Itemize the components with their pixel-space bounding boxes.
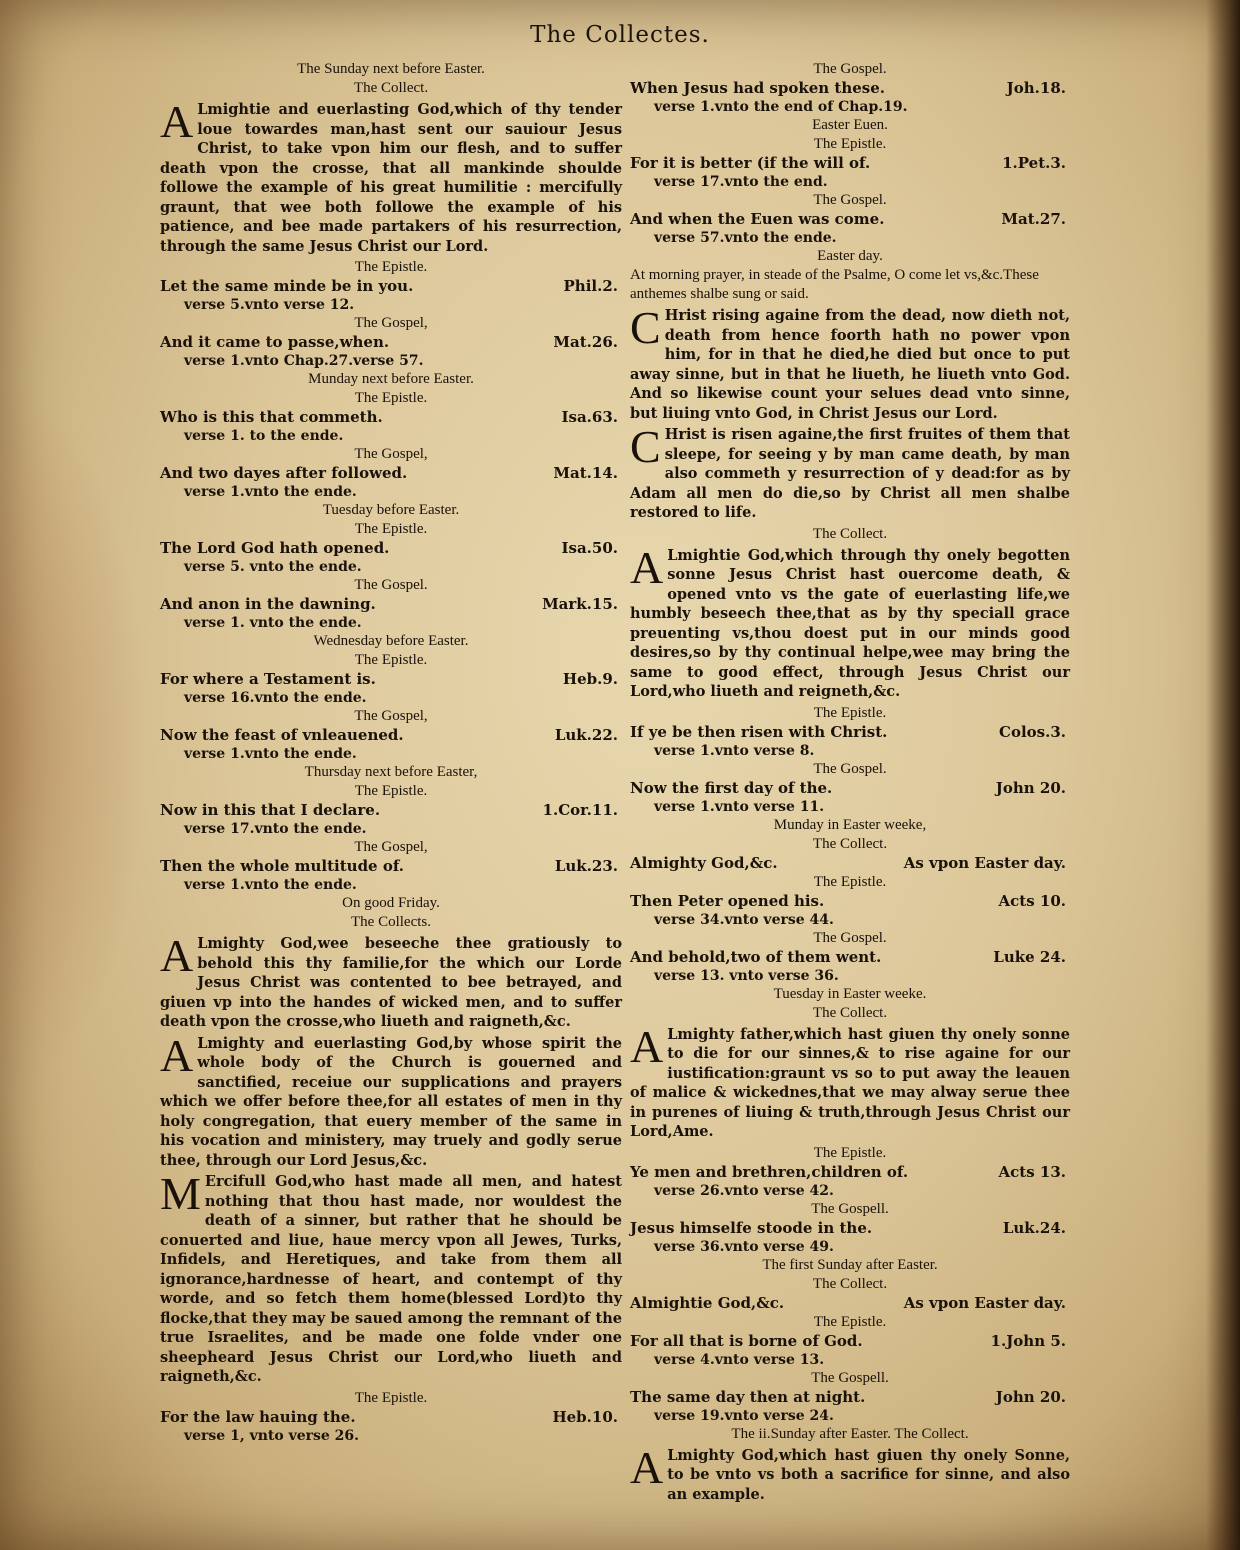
- section-heading: Easter day.: [817, 248, 883, 264]
- section-heading: The Epistle.: [354, 652, 428, 668]
- scripture-citation: Luke 24.: [993, 947, 1066, 966]
- reading-incipit: And two dayes after followed.: [160, 464, 408, 482]
- section-heading: The Epistle.: [813, 873, 887, 890]
- collect-paragraph: [160, 1168, 622, 1387]
- scripture-citation: 1.Cor.11.: [542, 801, 618, 819]
- reading-incipit: When Jesus had spoken these.: [630, 79, 886, 97]
- verse-range: verse 17.vnto the end.: [654, 174, 828, 190]
- reading-row: [160, 670, 622, 689]
- collect-paragraph: [630, 541, 1070, 702]
- drop-capital: A: [160, 96, 194, 147]
- verse-range: verse 1.vnto the ende.: [184, 746, 357, 762]
- drop-capital: C: [630, 421, 661, 472]
- scripture-citation: Mark.15.: [542, 595, 618, 613]
- reading-incipit: Who is this that commeth.: [160, 408, 383, 426]
- section-heading: The Collect.: [812, 1275, 888, 1292]
- section-heading: The first Sunday after Easter.: [762, 1256, 938, 1273]
- drop-capital: A: [630, 1020, 664, 1072]
- right-column: [630, 60, 1070, 1506]
- rubric-note: At morning prayer, in steade of the Psalme, O come let vs,&c.These anthemes shalbe sung or said.: [630, 267, 1039, 302]
- reading-incipit: If ye be then risen with Christ.: [630, 722, 888, 741]
- verse-range: verse 19.vnto verse 24.: [654, 1407, 834, 1424]
- scripture-citation: 1.Pet.3.: [1002, 154, 1066, 172]
- reading-incipit: And anon in the dawning.: [160, 595, 376, 613]
- section-heading: Thursday next before Easter,: [304, 764, 478, 780]
- reading-incipit: Jesus himselfe stoode in the.: [630, 1218, 873, 1237]
- reading-row: [630, 1294, 1070, 1313]
- reading-incipit: Almighty God,&c.: [630, 853, 778, 872]
- reading-incipit: For where a Testament is.: [160, 670, 376, 688]
- drop-capital: M: [160, 1168, 201, 1219]
- scripture-citation: Isa.50.: [561, 539, 618, 557]
- reading-row: [160, 595, 622, 614]
- reading-row: [630, 210, 1070, 229]
- collect-text: Lmighty God,which hast giuen thy onely Sonne, to be vnto vs both a sacrifice for sinne, and also an example.: [667, 1446, 1070, 1503]
- scripture-citation: John 20.: [995, 1387, 1066, 1406]
- reading-incipit: For all that is borne of God.: [630, 1331, 863, 1350]
- section-heading: The Epistle.: [813, 704, 887, 721]
- section-heading: The Gospel.: [813, 760, 887, 777]
- verse-range: verse 57.vnto the ende.: [654, 230, 837, 246]
- section-heading: The Sunday next before Easter.: [297, 61, 485, 77]
- verse-range: verse 1. vnto the ende.: [184, 615, 362, 631]
- reading-row: [630, 948, 1070, 967]
- reading-row: [630, 1332, 1070, 1351]
- reading-row: [630, 1388, 1070, 1407]
- running-head: The Collectes.: [530, 22, 710, 48]
- collect-paragraph: [160, 1029, 622, 1171]
- collect-text: Ercifull God,who hast made all men, and hatest nothing that thou hast made, nor wouldest the death of a sinner, but rather that he should be conuerted and liue, haue mercy vpon all Jewes, Turks, Infidels, and Heretiques, and take from them all ignorance,hardnesse of heart, and contempt of thy worde, and so fetch them home(blessed Lord)to thy flocke,that they may be saued among the remnant of the true Israelites, and be made one folde vnder one sheepheard Jesus Christ our Lord,who liueth and raigneth,&c.: [160, 1173, 622, 1385]
- collect-text: Lmighty God,wee beseeche thee gratiously to behold this thy familie,for the which our Lorde Jesus Christ was contented to bee betrayed, and giuen vp into the handes of wicked men, and to suffer death vpon the crosse,who liueth and raigneth,&c.: [160, 935, 622, 1030]
- reading-incipit: And it came to passe,when.: [160, 333, 390, 351]
- reading-incipit: And when the Euen was come.: [630, 210, 885, 228]
- reading-row: [160, 1408, 622, 1427]
- verse-range: verse 1.vnto the end of Chap.19.: [654, 99, 908, 115]
- reading-incipit: The same day then at night.: [630, 1387, 866, 1406]
- reading-row: [160, 539, 622, 558]
- reading-row: [630, 854, 1070, 873]
- collect-paragraph: [160, 930, 622, 1032]
- section-heading: Tuesday in Easter weeke.: [773, 985, 927, 1002]
- drop-capital: A: [630, 1441, 664, 1493]
- section-heading: The Gospel,: [354, 315, 428, 331]
- reading-row: [630, 779, 1070, 798]
- collect-text: Lmighty father,which hast giuen thy onely sonne to die for our sinnes,& to rise againe for our iustification:graunt vs so to put away the leauen of malice & wickednes,that we may alway serue thee in purenes of liuing & truth,through Jesus Christ our Lord,Ame.: [630, 1025, 1070, 1140]
- section-heading: The Epistle.: [813, 1313, 887, 1330]
- collect-paragraph: [630, 302, 1070, 423]
- scripture-citation: Mat.14.: [553, 464, 618, 482]
- verse-range: verse 1. to the ende.: [184, 428, 344, 444]
- section-heading: The Gospel,: [354, 839, 428, 855]
- reading-incipit: Now the feast of vnleauened.: [160, 726, 404, 744]
- collect-paragraph: [630, 421, 1070, 523]
- reading-incipit: For it is better (if the will of.: [630, 154, 871, 172]
- collect-paragraph: [630, 1441, 1070, 1505]
- reading-incipit: The Lord God hath opened.: [160, 539, 390, 557]
- verse-range: verse 13. vnto verse 36.: [654, 967, 839, 984]
- reading-row: [630, 154, 1070, 173]
- reading-row: [630, 1219, 1070, 1238]
- reading-row: [630, 892, 1070, 911]
- section-heading: The ii.Sunday after Easter. The Collect.: [731, 1425, 969, 1442]
- reading-incipit: For the law hauing the.: [160, 1407, 356, 1426]
- section-heading: The Epistle.: [354, 1389, 428, 1406]
- scripture-citation: Phil.2.: [563, 277, 618, 295]
- section-heading: The Gospel.: [813, 192, 887, 208]
- reading-incipit: Then the whole multitude of.: [160, 857, 404, 875]
- section-heading: The Gospell.: [811, 1200, 889, 1217]
- reading-row: [160, 726, 622, 745]
- verse-range: verse 5.vnto verse 12.: [184, 297, 355, 313]
- section-heading: Munday next before Easter.: [308, 371, 474, 387]
- scripture-citation: Luk.22.: [554, 726, 618, 744]
- collect-text: Lmighty and euerlasting God,by whose spirit the whole body of the Church is gouerned and sanctified, receiue our supplications and prayers which we offer before thee,for all estates of men in thy holy congregation, that euery member of the same in his vocation and ministery, may truely and godly serue thee, through our Lord Jesus,&c.: [160, 1034, 622, 1169]
- scripture-citation: Acts 10.: [998, 891, 1066, 910]
- verse-range: verse 16.vnto the ende.: [184, 690, 367, 706]
- verse-range: verse 26.vnto verse 42.: [654, 1182, 834, 1199]
- verse-range: verse 36.vnto verse 49.: [654, 1238, 834, 1255]
- verse-range: verse 1.vnto the ende.: [184, 877, 357, 893]
- section-heading: On good Friday.: [342, 895, 440, 911]
- section-heading: The Collect.: [812, 525, 888, 542]
- section-heading: The Gospel.: [813, 929, 887, 946]
- section-heading: The Epistle.: [354, 783, 428, 799]
- scripture-citation: As vpon Easter day.: [903, 1293, 1066, 1312]
- drop-capital: A: [160, 930, 194, 981]
- scripture-citation: Mat.27.: [1001, 210, 1066, 228]
- scripture-citation: Joh.18.: [1006, 79, 1066, 97]
- scripture-citation: 1.John 5.: [990, 1331, 1066, 1350]
- left-column: [160, 60, 622, 1445]
- section-heading: The Collects.: [351, 914, 431, 930]
- section-heading: The Epistle.: [354, 390, 428, 406]
- reading-incipit: Now the first day of the.: [630, 778, 833, 797]
- section-heading: The Collect.: [812, 835, 888, 852]
- section-heading: The Gospel,: [354, 708, 428, 724]
- reading-incipit: And behold,two of them went.: [630, 947, 882, 966]
- section-heading: Easter Euen.: [812, 117, 888, 133]
- reading-row: [160, 801, 622, 820]
- section-heading: The Collect.: [812, 1004, 888, 1021]
- verse-range: verse 1.vnto Chap.27.verse 57.: [184, 353, 424, 369]
- reading-row: [160, 408, 622, 427]
- collect-text: Hrist is risen againe,the first fruites of them that sleepe, for seeing y by man came death, by man also commeth y resurrection of y dead:for as by Adam all men do die,so by Christ all men shalbe restored to life.: [630, 426, 1070, 521]
- reading-row: [160, 464, 622, 483]
- section-heading: The Epistle.: [354, 521, 428, 537]
- reading-incipit: Ye men and brethren,children of.: [630, 1162, 909, 1181]
- book-spine-shadow: [1206, 0, 1240, 1550]
- reading-incipit: Then Peter opened his.: [630, 891, 825, 910]
- verse-range: verse 34.vnto verse 44.: [654, 911, 834, 928]
- verse-range: verse 1, vnto verse 26.: [184, 1427, 359, 1444]
- scripture-citation: John 20.: [995, 778, 1066, 797]
- scripture-citation: Luk.24.: [1002, 1218, 1066, 1237]
- section-heading: The Epistle.: [813, 1144, 887, 1161]
- verse-range: verse 1.vnto verse 11.: [654, 798, 825, 815]
- section-heading: The Gospel.: [813, 61, 887, 77]
- verse-range: verse 5. vnto the ende.: [184, 559, 362, 575]
- scripture-citation: Colos.3.: [999, 722, 1066, 741]
- verse-range: verse 17.vnto the ende.: [184, 821, 367, 837]
- collect-paragraph: [160, 96, 622, 256]
- reading-row: [160, 333, 622, 352]
- section-heading: Tuesday before Easter.: [322, 502, 460, 518]
- verse-range: verse 1.vnto verse 8.: [654, 742, 815, 759]
- collect-text: Lmightie and euerlasting God,which of thy tender loue towardes man,hast sent our sauiour Jesus Christ, to take vpon him our flesh, and to suffer death vpon the crosse, that all mankinde shoulde followe the example of his great humilitie : mercifully graunt, that wee both followe the example of his patience, and bee made partakers of his resurrection, through the same Jesus Christ our Lord.: [160, 101, 622, 255]
- scripture-citation: Acts 13.: [998, 1162, 1066, 1181]
- verse-range: verse 1.vnto the ende.: [184, 484, 357, 500]
- section-heading: The Gospel.: [354, 577, 428, 593]
- drop-capital: A: [630, 541, 664, 593]
- reading-row: [630, 1163, 1070, 1182]
- scripture-citation: Mat.26.: [553, 333, 618, 351]
- drop-capital: A: [160, 1029, 194, 1081]
- section-heading: Wednesday before Easter.: [313, 633, 469, 649]
- page-stain: [0, 380, 150, 1100]
- collect-text: Lmightie God,which through thy onely begotten sonne Jesus Christ hast ouercome death, & opened vnto vs the gate of euerlasting life,we humbly beseech thee,that as by thy speciall grace preuenting vs,thou doest put in our minds good desires,so by thy continual helpe,wee may bring the same to good effect, through Jesus Christ our Lord,who liueth and reigneth,&c.: [630, 546, 1070, 700]
- scripture-citation: Luk.23.: [554, 857, 618, 875]
- collect-text: Hrist rising againe from the dead, now dieth not, death from hence foorth hath no power vpon him, for in that he died,he died but once to put away sinne, but in that he liueth, he liueth vnto God. And so likewise count your selues dead vnto sinne, but liuing vnto God, in Christ Jesus our Lord.: [630, 307, 1070, 422]
- scripture-citation: As vpon Easter day.: [903, 853, 1066, 872]
- reading-row: [160, 277, 622, 296]
- verse-range: verse 4.vnto verse 13.: [654, 1351, 825, 1368]
- section-heading: The Epistle.: [354, 259, 428, 275]
- section-heading: The Gospell.: [811, 1369, 889, 1386]
- collect-paragraph: [630, 1020, 1070, 1142]
- scripture-citation: Heb.10.: [552, 1407, 618, 1426]
- section-heading: The Gospel,: [354, 446, 428, 462]
- drop-capital: C: [630, 302, 661, 353]
- reading-row: [160, 857, 622, 876]
- reading-incipit: Now in this that I declare.: [160, 801, 381, 819]
- section-heading: The Epistle.: [813, 136, 887, 152]
- section-heading: Munday in Easter weeke,: [773, 816, 927, 833]
- reading-row: [630, 79, 1070, 98]
- reading-row: [630, 723, 1070, 742]
- scripture-citation: Heb.9.: [562, 670, 618, 688]
- reading-incipit: Almightie God,&c.: [630, 1293, 785, 1312]
- scripture-citation: Isa.63.: [561, 408, 618, 426]
- reading-incipit: Let the same minde be in you.: [160, 277, 414, 295]
- section-heading: The Collect.: [353, 80, 429, 96]
